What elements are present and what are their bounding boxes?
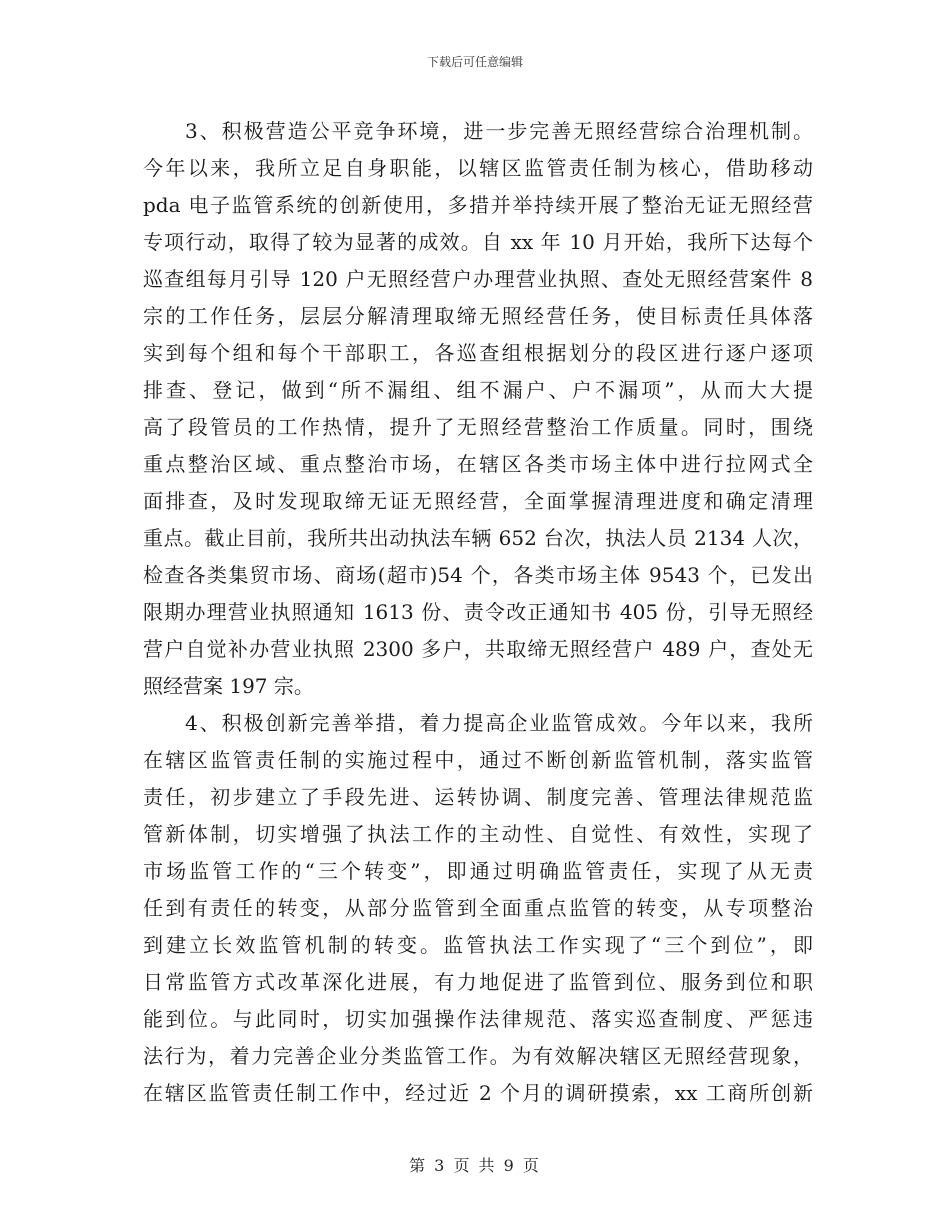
- document-body: [143, 113, 813, 1112]
- paragraph-4-line: 市场监管工作的“三个转变”，即通过明确监管责任，实现了从无责: [143, 859, 813, 883]
- page-footer: 第 3 页 共 9 页: [409, 1156, 541, 1175]
- paragraph-4-line: 管新体制，切实增强了执法工作的主动性、自觉性、有效性，实现了: [143, 822, 813, 846]
- paragraph-3-line: 高了段管员的工作热情，提升了无照经营整治工作质量。同时，围绕: [143, 415, 813, 439]
- paragraph-3-line: 专项行动，取得了较为显著的成效。自 xx 年 10 月开始，我所下达每个: [143, 230, 813, 254]
- paragraph-4-line: 4、积极创新完善举措，着力提高企业监管成效。今年以来，我所: [185, 711, 813, 735]
- paragraph-3-line: 排查、登记，做到“所不漏组、组不漏户、户不漏项”，从而大大提: [143, 378, 813, 402]
- paragraph-3-line: pda 电子监管系统的创新使用，多措并举持续开展了整治无证无照经营: [143, 193, 813, 217]
- paragraph-3-line: 宗的工作任务，层层分解清理取缔无照经营任务，使目标责任具体落: [143, 304, 813, 328]
- page-header: 下载后可任意编辑: [426, 55, 523, 69]
- paragraph-4-line: 法行为，着力完善企业分类监管工作。为有效解决辖区无照经营现象，: [143, 1044, 813, 1068]
- paragraph-3-line: 3、积极营造公平竞争环境，进一步完善无照经营综合治理机制。: [185, 119, 813, 143]
- paragraph-4-line: 能到位。与此同时，切实加强操作法律规范、落实巡查制度、严惩违: [143, 1007, 813, 1031]
- paragraph-3-line: 照经营案 197 宗。: [143, 674, 314, 698]
- paragraph-3-line: 营户自觉补办营业执照 2300 多户，共取缔无照经营户 489 户，查处无: [143, 637, 813, 661]
- paragraph-3-line: 限期办理营业执照通知 1613 份、责令改正通知书 405 份，引导无照经: [143, 600, 813, 624]
- paragraph-3-line: 重点整治区域、重点整治市场，在辖区各类市场主体中进行拉网式全: [143, 452, 813, 476]
- paragraph-4-line: 日常监管方式改革深化进展，有力地促进了监管到位、服务到位和职: [143, 970, 813, 994]
- paragraph-4-line: 责任，初步建立了手段先进、运转协调、制度完善、管理法律规范监: [143, 785, 813, 809]
- paragraph-4-line: 任到有责任的转变，从部分监管到全面重点监管的转变，从专项整治: [143, 896, 813, 920]
- paragraph-3-line: 重点。截止目前，我所共出动执法车辆 652 台次，执法人员 2134 人次，: [143, 526, 813, 550]
- paragraph-3-line: 巡查组每月引导 120 户无照经营户办理营业执照、查处无照经营案件 8: [143, 267, 813, 291]
- paragraph-4-line: 在辖区监管责任制工作中，经过近 2 个月的调研摸索，xx 工商所创新: [143, 1081, 813, 1105]
- paragraph-4-line: 到建立长效监管机制的转变。监管执法工作实现了“三个到位”，即: [143, 933, 813, 957]
- paragraph-4-line: 在辖区监管责任制的实施过程中，通过不断创新监管机制，落实监管: [143, 748, 813, 772]
- paragraph-3-line: 实到每个组和每个干部职工，各巡查组根据划分的段区进行逐户逐项: [143, 341, 813, 365]
- paragraph-3-line: 面排查，及时发现取缔无证无照经营，全面掌握清理进度和确定清理: [143, 489, 813, 513]
- paragraph-3-line: 检查各类集贸市场、商场(超市)54 个，各类市场主体 9543 个，已发出: [143, 563, 813, 587]
- paragraph-3-line: 今年以来，我所立足自身职能，以辖区监管责任制为核心，借助移动: [143, 156, 813, 180]
